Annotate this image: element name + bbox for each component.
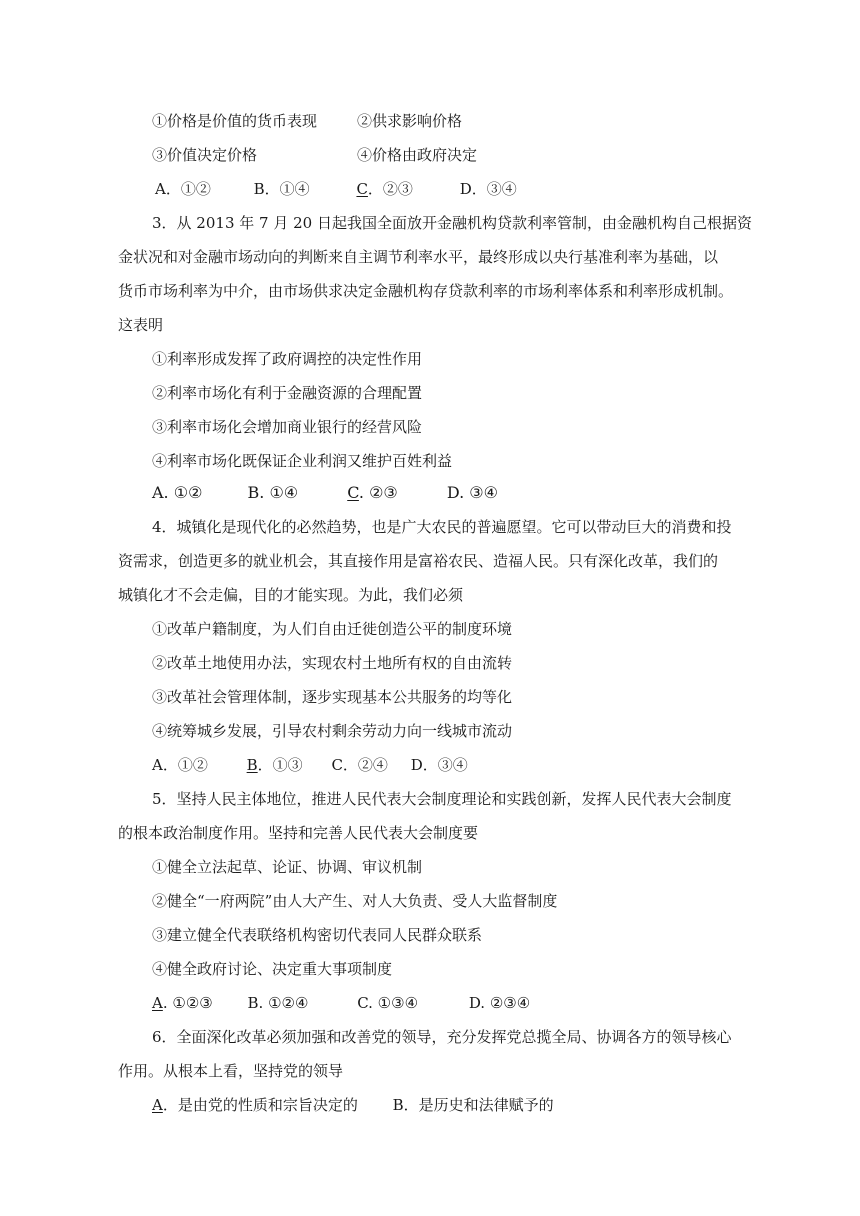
q5-item-4: ④健全政府讨论、决定重大事项制度 bbox=[152, 960, 393, 978]
q4-answer-mark: B bbox=[246, 756, 258, 774]
q3-stem-line-3: 货币市场利率为中介，由市场供求决定金融机构存贷款利率的市场利率体系和利率形成机制。 bbox=[118, 282, 734, 300]
q5-answer-mark: A bbox=[152, 994, 163, 1012]
q4-option-d: D．③④ bbox=[410, 756, 468, 774]
q4-item-3: ③改革社会管理体制，逐步实现基本公共服务的均等化 bbox=[152, 688, 513, 706]
q4-stem-line-1: 4．城镇化是现代化的必然趋势，也是广大农民的普遍愿望。它可以带动巨大的消费和投 bbox=[152, 518, 732, 536]
q2-option-c bbox=[356, 179, 413, 199]
q5-option-d: D. ②③④ bbox=[468, 994, 531, 1012]
q4-item-4: ④统筹城乡发展，引导农村剩余劳动力向一线城市流动 bbox=[152, 722, 513, 740]
q6-option-a-text: ．是由党的性质和宗旨决定的 bbox=[162, 1096, 358, 1114]
q5-stem-line-2: 的根本政治制度作用。坚持和完善人民代表大会制度要 bbox=[118, 824, 479, 842]
q2-item-4: ④价格由政府决定 bbox=[357, 146, 478, 164]
q6-option-a bbox=[152, 1095, 358, 1115]
q4-option-b-text: ．①③ bbox=[257, 756, 303, 774]
q5-item-2: ②健全“一府两院”由人大产生、对人大负责、受人大监督制度 bbox=[152, 892, 558, 910]
q6-options bbox=[152, 1095, 554, 1115]
q5-item-3: ③建立健全代表联络机构密切代表同人民群众联系 bbox=[152, 926, 483, 944]
q2-option-a: A．①② bbox=[155, 180, 211, 198]
q3-option-c-text: . ②③ bbox=[358, 483, 398, 502]
q4-options bbox=[152, 755, 468, 775]
q4-stem-line-3: 城镇化才不会走偏，目的才能实现。为此，我们必须 bbox=[118, 586, 464, 604]
q3-stem-line-1: 3．从 2013 年 7 月 20 日起我国全面放开金融机构贷款利率管制，由金融机构自己根据资 bbox=[152, 214, 752, 232]
q2-answer-mark: C bbox=[356, 180, 368, 198]
q3-item-1: ①利率形成发挥了政府调控的决定性作用 bbox=[152, 350, 423, 368]
q3-stem-line-2: 金状况和对金融市场动向的判断来自主调节利率水平，最终形成以央行基准利率为基础，以 bbox=[118, 248, 719, 266]
q4-item-2: ②改革土地使用办法，实现农村土地所有权的自由流转 bbox=[152, 654, 513, 672]
q6-answer-mark: A bbox=[152, 1096, 163, 1114]
q5-option-c: C. ①③④ bbox=[357, 994, 419, 1012]
q6-option-b: B．是历史和法律赋予的 bbox=[392, 1096, 554, 1114]
q3-item-4: ④利率市场化既保证企业利润又维护百姓利益 bbox=[152, 452, 453, 470]
q3-options bbox=[152, 483, 498, 503]
q2-item-2: ②供求影响价格 bbox=[357, 112, 463, 130]
q3-option-a: A. ①② bbox=[152, 483, 203, 502]
q3-stem-line-4: 这表明 bbox=[118, 316, 164, 334]
q2-item-3: ③价值决定价格 bbox=[152, 146, 258, 164]
q2-option-c-text: ．②③ bbox=[367, 180, 413, 198]
q4-item-1: ①改革户籍制度，为人们自由迁徙创造公平的制度环境 bbox=[152, 620, 513, 638]
q4-option-b bbox=[247, 755, 303, 775]
q3-option-b: B. ①④ bbox=[247, 483, 299, 502]
q5-option-a bbox=[152, 993, 213, 1013]
q3-item-3: ③利率市场化会增加商业银行的经营风险 bbox=[152, 418, 423, 436]
q5-option-b: B. ①②④ bbox=[247, 994, 309, 1012]
q6-stem-line-2: 作用。从根本上看，坚持党的领导 bbox=[118, 1062, 344, 1080]
q2-option-d: D．③④ bbox=[459, 180, 517, 198]
q6-stem-line-1: 6．全面深化改革必须加强和改善党的领导，充分发挥党总揽全局、协调各方的领导核心 bbox=[152, 1028, 732, 1046]
q3-option-d: D. ③④ bbox=[446, 483, 498, 502]
q4-option-a: A．①② bbox=[152, 756, 208, 774]
q4-stem-line-2: 资需求，创造更多的就业机会，其直接作用是富裕农民、造福人民。只有深化改革，我们的 bbox=[118, 552, 719, 570]
q4-option-c: C．②④ bbox=[331, 756, 388, 774]
q2-item-1: ①价格是价值的货币表现 bbox=[152, 112, 318, 130]
q3-item-2: ②利率市场化有利于金融资源的合理配置 bbox=[152, 384, 423, 402]
q5-item-1: ①健全立法起草、论证、协调、审议机制 bbox=[152, 858, 423, 876]
q5-options bbox=[152, 993, 530, 1013]
q3-option-c bbox=[347, 483, 398, 503]
q2-option-b: B．①④ bbox=[253, 180, 310, 198]
q2-options bbox=[155, 179, 517, 199]
q3-answer-mark: C bbox=[347, 483, 359, 502]
q5-stem-line-1: 5．坚持人民主体地位，推进人民代表大会制度理论和实践创新，发挥人民代表大会制度 bbox=[152, 790, 732, 808]
q5-option-a-text: . ①②③ bbox=[162, 994, 213, 1012]
